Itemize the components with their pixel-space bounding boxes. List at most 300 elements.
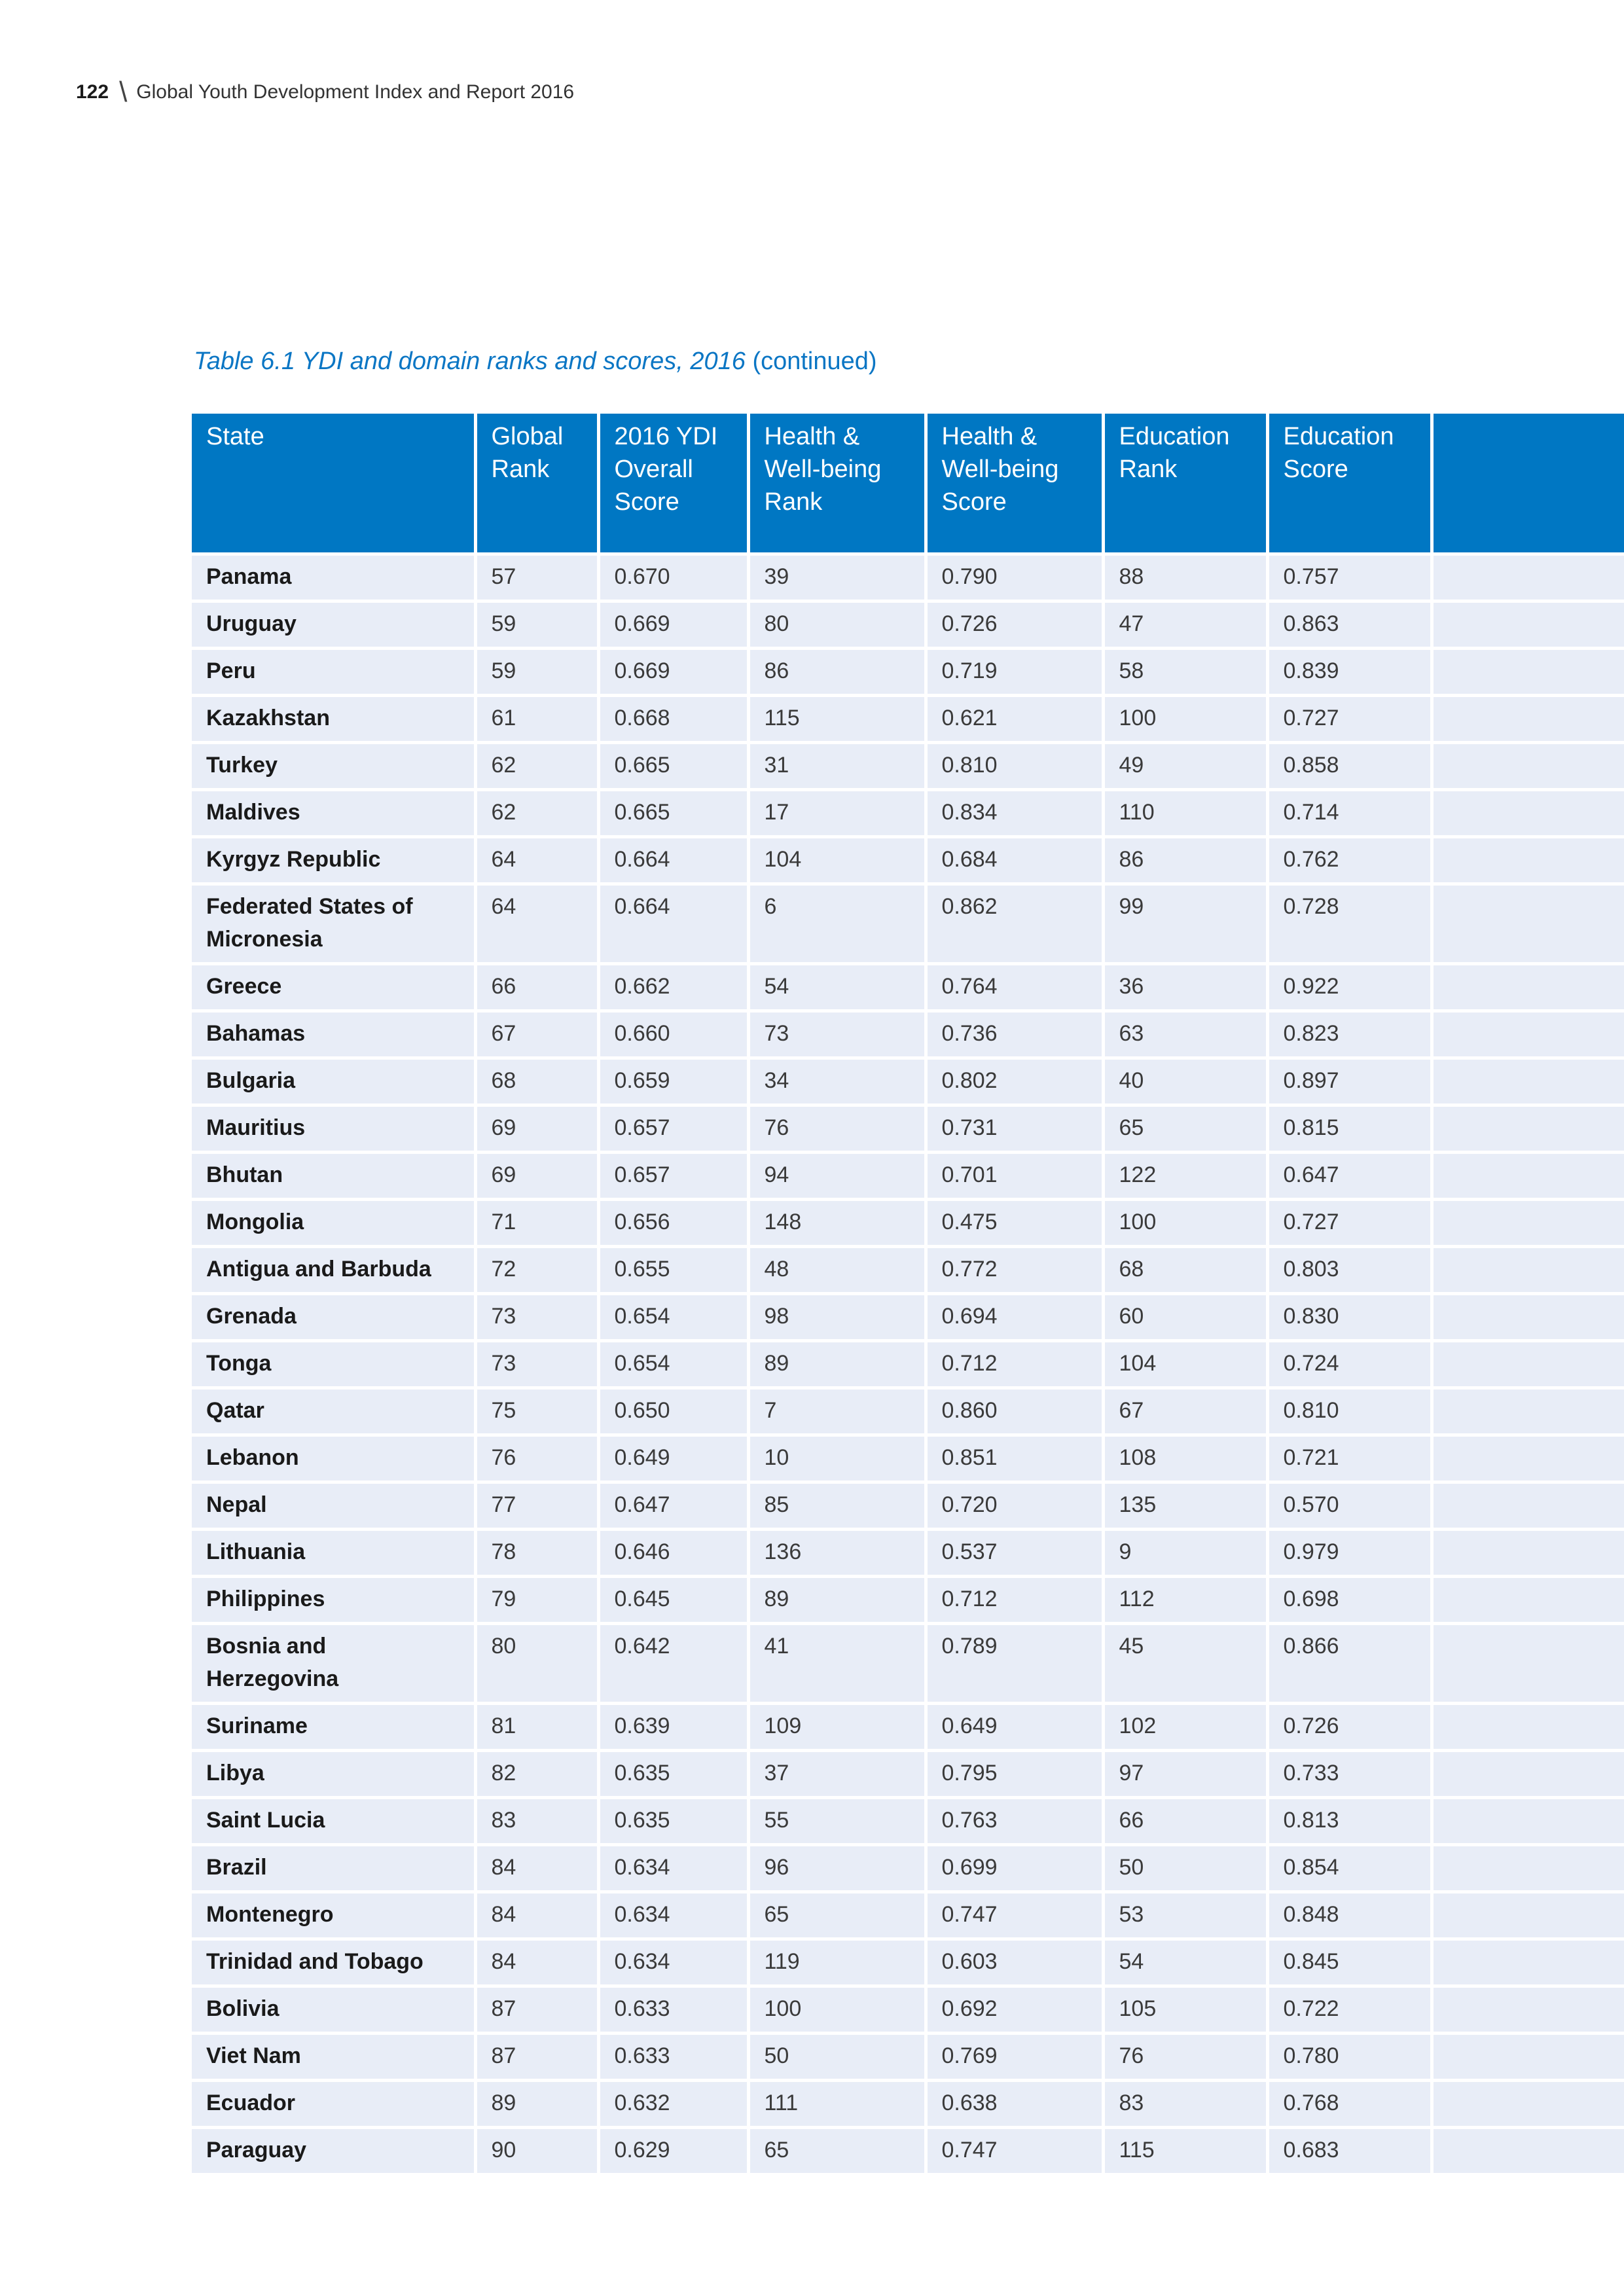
table-row xyxy=(192,963,1624,1011)
health-score-cell: 0.790 xyxy=(926,554,1103,601)
column-header-education-score: Education Score xyxy=(1267,414,1432,554)
header-row xyxy=(192,414,1624,554)
blank-cell xyxy=(1432,1199,1624,1246)
table-header xyxy=(192,414,1624,554)
health-score-cell: 0.789 xyxy=(926,1623,1103,1703)
global-rank-cell: 84 xyxy=(475,1892,598,1939)
ydi-overall-score-cell: 0.665 xyxy=(598,742,748,789)
health-rank-cell: 80 xyxy=(748,601,926,648)
education-score-cell: 0.830 xyxy=(1267,1293,1432,1340)
education-rank-cell: 97 xyxy=(1103,1750,1267,1797)
ydi-overall-score-cell: 0.635 xyxy=(598,1750,748,1797)
ydi-overall-score-cell: 0.635 xyxy=(598,1797,748,1844)
state-name-cell: Mongolia xyxy=(192,1199,475,1246)
education-score-cell: 0.863 xyxy=(1267,601,1432,648)
health-score-cell: 0.851 xyxy=(926,1435,1103,1482)
global-rank-cell: 59 xyxy=(475,601,598,648)
table-row xyxy=(192,1892,1624,1939)
ydi-overall-score-cell: 0.669 xyxy=(598,648,748,695)
blank-cell xyxy=(1432,1011,1624,1058)
health-score-cell: 0.475 xyxy=(926,1199,1103,1246)
table-row xyxy=(192,1388,1624,1435)
education-rank-cell: 135 xyxy=(1103,1482,1267,1529)
ydi-overall-score-cell: 0.634 xyxy=(598,1892,748,1939)
education-rank-cell: 60 xyxy=(1103,1293,1267,1340)
global-rank-cell: 89 xyxy=(475,2080,598,2127)
blank-cell xyxy=(1432,1576,1624,1623)
health-rank-cell: 65 xyxy=(748,2127,926,2174)
health-score-cell: 0.638 xyxy=(926,2080,1103,2127)
blank-cell xyxy=(1432,1529,1624,1576)
ydi-overall-score-cell: 0.654 xyxy=(598,1340,748,1388)
health-rank-cell: 104 xyxy=(748,836,926,884)
page-number: 122 xyxy=(76,81,109,103)
education-score-cell: 0.810 xyxy=(1267,1388,1432,1435)
global-rank-cell: 72 xyxy=(475,1246,598,1293)
global-rank-cell: 81 xyxy=(475,1703,598,1750)
table-row xyxy=(192,601,1624,648)
column-header-education-rank: Education Rank xyxy=(1103,414,1267,554)
state-name-cell: Brazil xyxy=(192,1844,475,1892)
state-name-cell: Trinidad and Tobago xyxy=(192,1939,475,1986)
health-rank-cell: 85 xyxy=(748,1482,926,1529)
education-rank-cell: 100 xyxy=(1103,1199,1267,1246)
state-name-cell: Uruguay xyxy=(192,601,475,648)
global-rank-cell: 59 xyxy=(475,648,598,695)
blank-cell xyxy=(1432,1892,1624,1939)
blank-cell xyxy=(1432,789,1624,836)
global-rank-cell: 76 xyxy=(475,1435,598,1482)
education-score-cell: 0.683 xyxy=(1267,2127,1432,2174)
global-rank-cell: 90 xyxy=(475,2127,598,2174)
global-rank-cell: 84 xyxy=(475,1939,598,1986)
table-row xyxy=(192,1986,1624,2033)
table-row xyxy=(192,836,1624,884)
health-rank-cell: 115 xyxy=(748,695,926,742)
education-rank-cell: 110 xyxy=(1103,789,1267,836)
ydi-overall-score-cell: 0.654 xyxy=(598,1293,748,1340)
education-rank-cell: 66 xyxy=(1103,1797,1267,1844)
global-rank-cell: 62 xyxy=(475,742,598,789)
education-rank-cell: 45 xyxy=(1103,1623,1267,1703)
table-row xyxy=(192,1844,1624,1892)
ydi-overall-score-cell: 0.645 xyxy=(598,1576,748,1623)
health-score-cell: 0.720 xyxy=(926,1482,1103,1529)
health-score-cell: 0.603 xyxy=(926,1939,1103,1986)
health-score-cell: 0.649 xyxy=(926,1703,1103,1750)
education-rank-cell: 108 xyxy=(1103,1435,1267,1482)
ydi-table xyxy=(192,414,1624,2176)
state-name-cell: Nepal xyxy=(192,1482,475,1529)
ydi-overall-score-cell: 0.665 xyxy=(598,789,748,836)
blank-cell xyxy=(1432,1750,1624,1797)
health-rank-cell: 41 xyxy=(748,1623,926,1703)
ydi-overall-score-cell: 0.669 xyxy=(598,601,748,648)
ydi-overall-score-cell: 0.660 xyxy=(598,1011,748,1058)
education-rank-cell: 112 xyxy=(1103,1576,1267,1623)
global-rank-cell: 83 xyxy=(475,1797,598,1844)
education-rank-cell: 68 xyxy=(1103,1246,1267,1293)
education-rank-cell: 122 xyxy=(1103,1152,1267,1199)
blank-cell xyxy=(1432,554,1624,601)
health-score-cell: 0.810 xyxy=(926,742,1103,789)
global-rank-cell: 64 xyxy=(475,836,598,884)
global-rank-cell: 64 xyxy=(475,884,598,963)
health-score-cell: 0.763 xyxy=(926,1797,1103,1844)
state-name-cell: Libya xyxy=(192,1750,475,1797)
global-rank-cell: 57 xyxy=(475,554,598,601)
ydi-overall-score-cell: 0.634 xyxy=(598,1939,748,1986)
state-name-cell: Bulgaria xyxy=(192,1058,475,1105)
state-name-cell: Kyrgyz Republic xyxy=(192,836,475,884)
health-rank-cell: 98 xyxy=(748,1293,926,1340)
ydi-overall-score-cell: 0.649 xyxy=(598,1435,748,1482)
state-name-cell: Suriname xyxy=(192,1703,475,1750)
education-rank-cell: 115 xyxy=(1103,2127,1267,2174)
state-name-cell: Mauritius xyxy=(192,1105,475,1152)
state-name-cell: Bahamas xyxy=(192,1011,475,1058)
education-score-cell: 0.698 xyxy=(1267,1576,1432,1623)
education-score-cell: 0.803 xyxy=(1267,1246,1432,1293)
table-row xyxy=(192,1623,1624,1703)
health-score-cell: 0.692 xyxy=(926,1986,1103,2033)
column-header-health-score: Health & Well-being Score xyxy=(926,414,1103,554)
table-row xyxy=(192,1246,1624,1293)
education-score-cell: 0.854 xyxy=(1267,1844,1432,1892)
ydi-overall-score-cell: 0.633 xyxy=(598,2033,748,2080)
state-name-cell: Saint Lucia xyxy=(192,1797,475,1844)
education-rank-cell: 99 xyxy=(1103,884,1267,963)
global-rank-cell: 62 xyxy=(475,789,598,836)
education-rank-cell: 36 xyxy=(1103,963,1267,1011)
table-row xyxy=(192,695,1624,742)
table-title-continued: (continued) xyxy=(745,348,877,375)
health-score-cell: 0.772 xyxy=(926,1246,1103,1293)
table-row xyxy=(192,1293,1624,1340)
table-row xyxy=(192,742,1624,789)
blank-cell xyxy=(1432,884,1624,963)
health-rank-cell: 89 xyxy=(748,1576,926,1623)
ydi-overall-score-cell: 0.670 xyxy=(598,554,748,601)
global-rank-cell: 69 xyxy=(475,1105,598,1152)
global-rank-cell: 77 xyxy=(475,1482,598,1529)
global-rank-cell: 66 xyxy=(475,963,598,1011)
education-rank-cell: 50 xyxy=(1103,1844,1267,1892)
health-rank-cell: 119 xyxy=(748,1939,926,1986)
state-name-cell: Panama xyxy=(192,554,475,601)
education-rank-cell: 88 xyxy=(1103,554,1267,601)
education-score-cell: 0.570 xyxy=(1267,1482,1432,1529)
health-score-cell: 0.736 xyxy=(926,1011,1103,1058)
state-name-cell: Bosnia and Herzegovina xyxy=(192,1623,475,1703)
health-rank-cell: 109 xyxy=(748,1703,926,1750)
health-rank-cell: 89 xyxy=(748,1340,926,1388)
health-rank-cell: 111 xyxy=(748,2080,926,2127)
column-header-ydi-overall-score: 2016 YDI Overall Score xyxy=(598,414,748,554)
ydi-overall-score-cell: 0.668 xyxy=(598,695,748,742)
blank-cell xyxy=(1432,1435,1624,1482)
education-score-cell: 0.922 xyxy=(1267,963,1432,1011)
health-rank-cell: 86 xyxy=(748,648,926,695)
education-score-cell: 0.733 xyxy=(1267,1750,1432,1797)
table-title xyxy=(194,348,877,376)
state-name-cell: Federated States of Micronesia xyxy=(192,884,475,963)
education-rank-cell: 67 xyxy=(1103,1388,1267,1435)
column-header-health-rank: Health & Well-being Rank xyxy=(748,414,926,554)
blank-cell xyxy=(1432,1058,1624,1105)
education-rank-cell: 47 xyxy=(1103,601,1267,648)
state-name-cell: Ecuador xyxy=(192,2080,475,2127)
blank-cell xyxy=(1432,1340,1624,1388)
global-rank-cell: 79 xyxy=(475,1576,598,1623)
health-rank-cell: 48 xyxy=(748,1246,926,1293)
education-score-cell: 0.726 xyxy=(1267,1703,1432,1750)
education-score-cell: 0.727 xyxy=(1267,695,1432,742)
global-rank-cell: 87 xyxy=(475,2033,598,2080)
health-score-cell: 0.795 xyxy=(926,1750,1103,1797)
table-row xyxy=(192,1058,1624,1105)
table-row xyxy=(192,1939,1624,1986)
blank-cell xyxy=(1432,1388,1624,1435)
table-row xyxy=(192,648,1624,695)
global-rank-cell: 80 xyxy=(475,1623,598,1703)
column-header-blank xyxy=(1432,414,1624,554)
education-score-cell: 0.858 xyxy=(1267,742,1432,789)
ydi-overall-score-cell: 0.657 xyxy=(598,1152,748,1199)
global-rank-cell: 82 xyxy=(475,1750,598,1797)
education-score-cell: 0.728 xyxy=(1267,884,1432,963)
education-rank-cell: 105 xyxy=(1103,1986,1267,2033)
table-row xyxy=(192,1435,1624,1482)
ydi-overall-score-cell: 0.646 xyxy=(598,1529,748,1576)
health-rank-cell: 7 xyxy=(748,1388,926,1435)
education-rank-cell: 9 xyxy=(1103,1529,1267,1576)
blank-cell xyxy=(1432,1293,1624,1340)
blank-cell xyxy=(1432,648,1624,695)
health-rank-cell: 34 xyxy=(748,1058,926,1105)
state-name-cell: Bhutan xyxy=(192,1152,475,1199)
health-rank-cell: 31 xyxy=(748,742,926,789)
health-score-cell: 0.699 xyxy=(926,1844,1103,1892)
table-row xyxy=(192,1576,1624,1623)
education-rank-cell: 102 xyxy=(1103,1703,1267,1750)
table-row xyxy=(192,884,1624,963)
table-row xyxy=(192,1529,1624,1576)
health-score-cell: 0.747 xyxy=(926,2127,1103,2174)
health-score-cell: 0.726 xyxy=(926,601,1103,648)
education-rank-cell: 54 xyxy=(1103,1939,1267,1986)
health-score-cell: 0.747 xyxy=(926,1892,1103,1939)
health-score-cell: 0.860 xyxy=(926,1388,1103,1435)
state-name-cell: Tonga xyxy=(192,1340,475,1388)
health-score-cell: 0.712 xyxy=(926,1340,1103,1388)
global-rank-cell: 61 xyxy=(475,695,598,742)
state-name-cell: Viet Nam xyxy=(192,2033,475,2080)
blank-cell xyxy=(1432,1797,1624,1844)
health-rank-cell: 73 xyxy=(748,1011,926,1058)
state-name-cell: Peru xyxy=(192,648,475,695)
health-rank-cell: 94 xyxy=(748,1152,926,1199)
blank-cell xyxy=(1432,1152,1624,1199)
health-rank-cell: 50 xyxy=(748,2033,926,2080)
table-row xyxy=(192,1703,1624,1750)
table-title-lead: Table 6.1 YDI and domain ranks and scores, 2016 xyxy=(194,348,746,375)
ydi-overall-score-cell: 0.632 xyxy=(598,2080,748,2127)
blank-cell xyxy=(1432,1703,1624,1750)
global-rank-cell: 68 xyxy=(475,1058,598,1105)
ydi-overall-score-cell: 0.647 xyxy=(598,1482,748,1529)
table-row xyxy=(192,1340,1624,1388)
header-separator: \ xyxy=(119,76,128,108)
table-row xyxy=(192,789,1624,836)
state-name-cell: Greece xyxy=(192,963,475,1011)
education-score-cell: 0.823 xyxy=(1267,1011,1432,1058)
education-score-cell: 0.780 xyxy=(1267,2033,1432,2080)
table-row xyxy=(192,2033,1624,2080)
education-rank-cell: 104 xyxy=(1103,1340,1267,1388)
state-name-cell: Antigua and Barbuda xyxy=(192,1246,475,1293)
education-rank-cell: 100 xyxy=(1103,695,1267,742)
health-rank-cell: 10 xyxy=(748,1435,926,1482)
education-score-cell: 0.897 xyxy=(1267,1058,1432,1105)
column-header-global-rank: Global Rank xyxy=(475,414,598,554)
global-rank-cell: 75 xyxy=(475,1388,598,1435)
state-name-cell: Grenada xyxy=(192,1293,475,1340)
table-row xyxy=(192,554,1624,601)
table-row xyxy=(192,1011,1624,1058)
table-row xyxy=(192,1797,1624,1844)
health-rank-cell: 65 xyxy=(748,1892,926,1939)
table-row xyxy=(192,1152,1624,1199)
table-row xyxy=(192,1105,1624,1152)
education-score-cell: 0.845 xyxy=(1267,1939,1432,1986)
blank-cell xyxy=(1432,1986,1624,2033)
blank-cell xyxy=(1432,1246,1624,1293)
blank-cell xyxy=(1432,2127,1624,2174)
health-score-cell: 0.694 xyxy=(926,1293,1103,1340)
ydi-overall-score-cell: 0.662 xyxy=(598,963,748,1011)
health-rank-cell: 39 xyxy=(748,554,926,601)
blank-cell xyxy=(1432,836,1624,884)
global-rank-cell: 69 xyxy=(475,1152,598,1199)
state-name-cell: Montenegro xyxy=(192,1892,475,1939)
table-body xyxy=(192,554,1624,2174)
education-rank-cell: 49 xyxy=(1103,742,1267,789)
blank-cell xyxy=(1432,2033,1624,2080)
health-score-cell: 0.537 xyxy=(926,1529,1103,1576)
health-rank-cell: 96 xyxy=(748,1844,926,1892)
health-rank-cell: 100 xyxy=(748,1986,926,2033)
global-rank-cell: 78 xyxy=(475,1529,598,1576)
ydi-overall-score-cell: 0.664 xyxy=(598,836,748,884)
health-score-cell: 0.769 xyxy=(926,2033,1103,2080)
global-rank-cell: 84 xyxy=(475,1844,598,1892)
education-score-cell: 0.721 xyxy=(1267,1435,1432,1482)
health-rank-cell: 148 xyxy=(748,1199,926,1246)
ydi-overall-score-cell: 0.642 xyxy=(598,1623,748,1703)
blank-cell xyxy=(1432,1939,1624,1986)
education-score-cell: 0.724 xyxy=(1267,1340,1432,1388)
education-rank-cell: 65 xyxy=(1103,1105,1267,1152)
global-rank-cell: 73 xyxy=(475,1340,598,1388)
table-row xyxy=(192,2080,1624,2127)
education-rank-cell: 40 xyxy=(1103,1058,1267,1105)
global-rank-cell: 73 xyxy=(475,1293,598,1340)
education-score-cell: 0.647 xyxy=(1267,1152,1432,1199)
health-score-cell: 0.834 xyxy=(926,789,1103,836)
education-score-cell: 0.839 xyxy=(1267,648,1432,695)
state-name-cell: Lithuania xyxy=(192,1529,475,1576)
global-rank-cell: 67 xyxy=(475,1011,598,1058)
table-row xyxy=(192,2127,1624,2174)
education-score-cell: 0.848 xyxy=(1267,1892,1432,1939)
education-score-cell: 0.979 xyxy=(1267,1529,1432,1576)
ydi-overall-score-cell: 0.650 xyxy=(598,1388,748,1435)
education-rank-cell: 76 xyxy=(1103,2033,1267,2080)
education-score-cell: 0.762 xyxy=(1267,836,1432,884)
ydi-overall-score-cell: 0.634 xyxy=(598,1844,748,1892)
ydi-overall-score-cell: 0.664 xyxy=(598,884,748,963)
health-score-cell: 0.802 xyxy=(926,1058,1103,1105)
education-score-cell: 0.722 xyxy=(1267,1986,1432,2033)
education-rank-cell: 58 xyxy=(1103,648,1267,695)
report-title: Global Youth Development Index and Report 2016 xyxy=(136,81,575,103)
blank-cell xyxy=(1432,742,1624,789)
health-score-cell: 0.862 xyxy=(926,884,1103,963)
ydi-overall-score-cell: 0.655 xyxy=(598,1246,748,1293)
table-row xyxy=(192,1482,1624,1529)
blank-cell xyxy=(1432,601,1624,648)
health-score-cell: 0.712 xyxy=(926,1576,1103,1623)
health-score-cell: 0.621 xyxy=(926,695,1103,742)
education-rank-cell: 86 xyxy=(1103,836,1267,884)
blank-cell xyxy=(1432,1623,1624,1703)
state-name-cell: Lebanon xyxy=(192,1435,475,1482)
table-row xyxy=(192,1750,1624,1797)
blank-cell xyxy=(1432,963,1624,1011)
health-score-cell: 0.701 xyxy=(926,1152,1103,1199)
health-score-cell: 0.684 xyxy=(926,836,1103,884)
education-score-cell: 0.768 xyxy=(1267,2080,1432,2127)
health-rank-cell: 136 xyxy=(748,1529,926,1576)
blank-cell xyxy=(1432,1105,1624,1152)
health-rank-cell: 6 xyxy=(748,884,926,963)
education-rank-cell: 63 xyxy=(1103,1011,1267,1058)
health-rank-cell: 76 xyxy=(748,1105,926,1152)
blank-cell xyxy=(1432,2080,1624,2127)
education-rank-cell: 53 xyxy=(1103,1892,1267,1939)
state-name-cell: Paraguay xyxy=(192,2127,475,2174)
health-score-cell: 0.731 xyxy=(926,1105,1103,1152)
ydi-overall-score-cell: 0.659 xyxy=(598,1058,748,1105)
education-score-cell: 0.866 xyxy=(1267,1623,1432,1703)
blank-cell xyxy=(1432,1482,1624,1529)
column-header-state: State xyxy=(192,414,475,554)
health-score-cell: 0.764 xyxy=(926,963,1103,1011)
global-rank-cell: 71 xyxy=(475,1199,598,1246)
health-rank-cell: 37 xyxy=(748,1750,926,1797)
education-score-cell: 0.813 xyxy=(1267,1797,1432,1844)
ydi-overall-score-cell: 0.633 xyxy=(598,1986,748,2033)
health-rank-cell: 54 xyxy=(748,963,926,1011)
ydi-overall-score-cell: 0.629 xyxy=(598,2127,748,2174)
health-rank-cell: 55 xyxy=(748,1797,926,1844)
state-name-cell: Turkey xyxy=(192,742,475,789)
state-name-cell: Bolivia xyxy=(192,1986,475,2033)
education-score-cell: 0.815 xyxy=(1267,1105,1432,1152)
ydi-table-container xyxy=(192,414,1624,2176)
state-name-cell: Qatar xyxy=(192,1388,475,1435)
